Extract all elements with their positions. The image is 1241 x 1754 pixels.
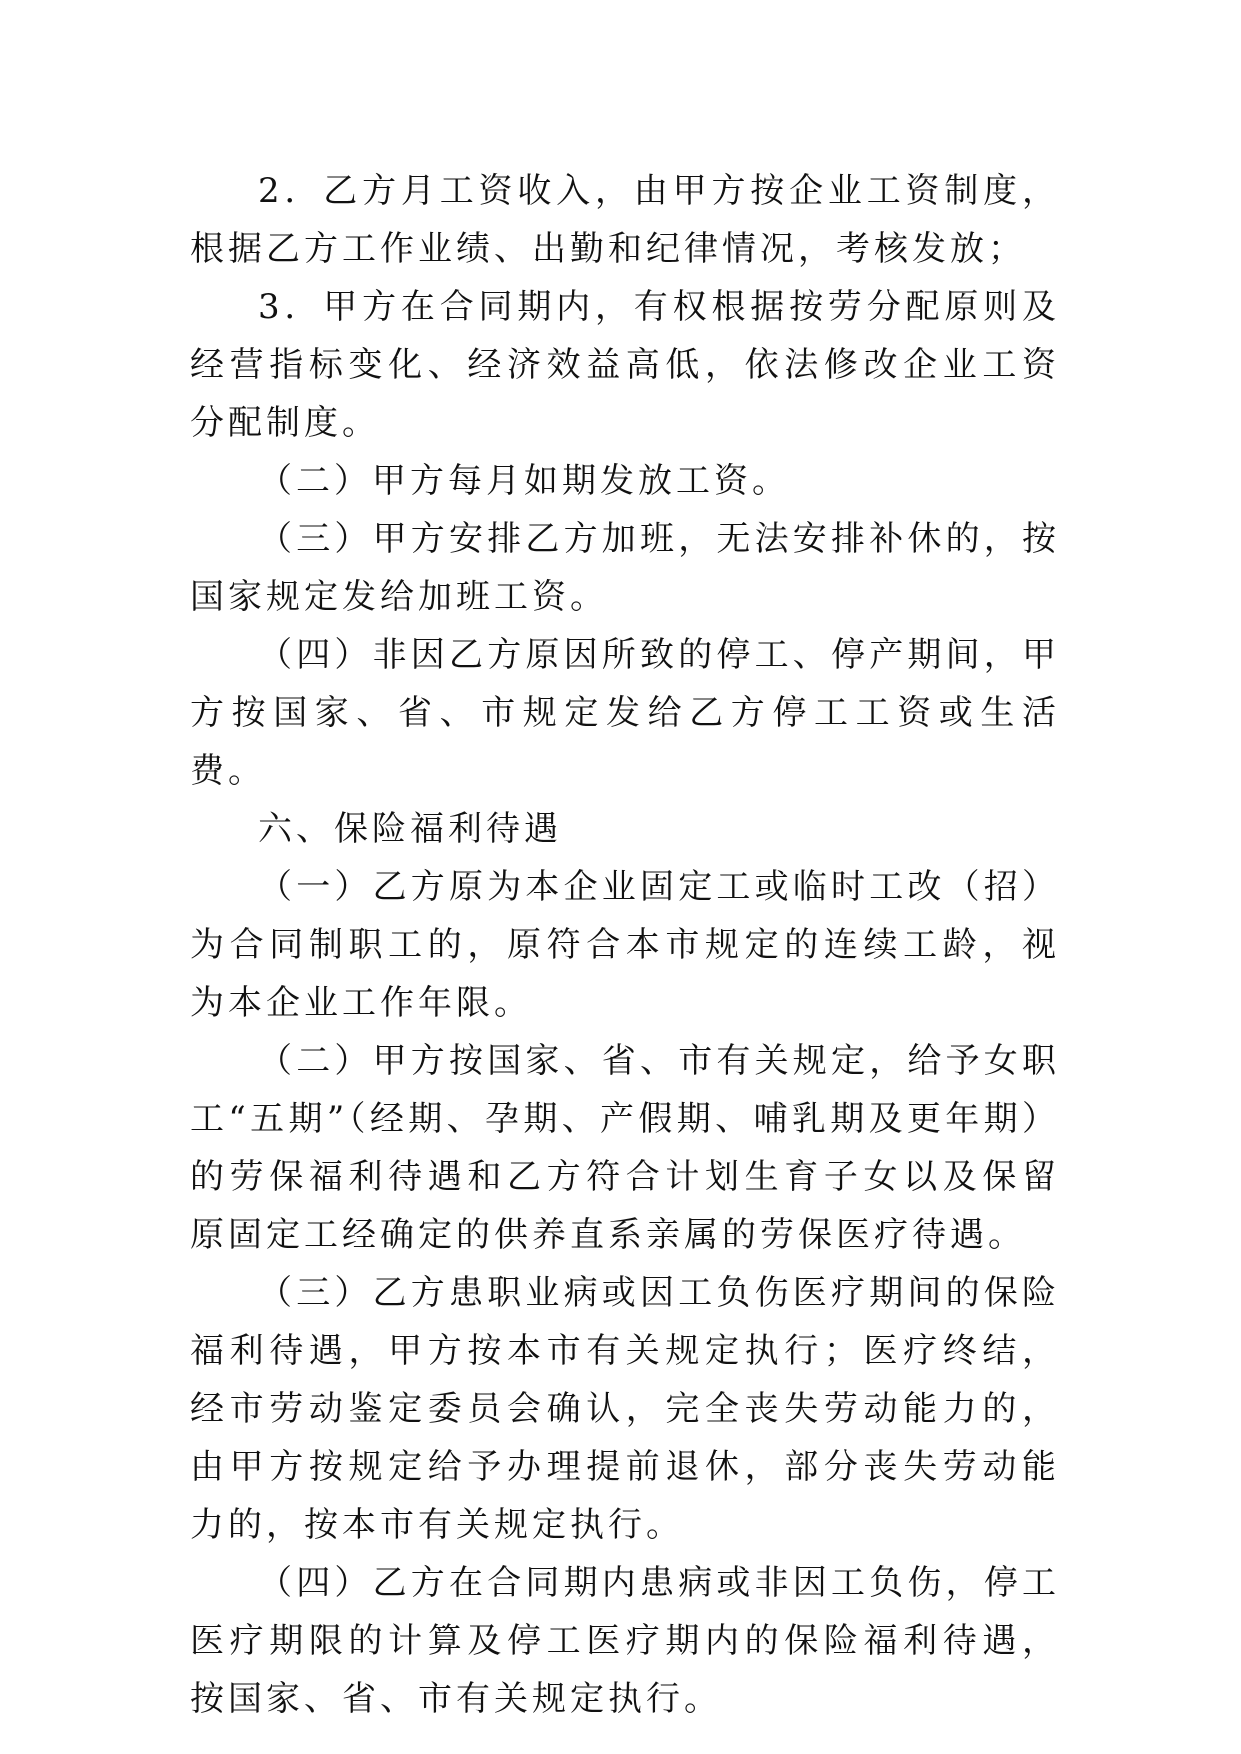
paragraph-occupational-injury: （三）乙方患职业病或因工负伤医疗期间的保险福利待遇，甲方按本市有关规定执行；医疗终结，经市劳动鉴定委员会确认，完全丧失劳动能力的，由甲方按规定给予办理提前退休，部分丧失劳动能力的，按本市有关规定执行。 <box>190 1273 1060 1545</box>
section-heading-insurance-welfare: 六、保险福利待遇 <box>258 809 562 849</box>
paragraph-seniority: （一）乙方原为本企业固定工或临时工改（招）为合同制职工的，原符合本市规定的连续工龄，视为本企业工作年限。 <box>190 867 1060 1023</box>
paragraph-wage-income: 2．乙方月工资收入，由甲方按企业工资制度，根据乙方工作业绩、出勤和纪律情况，考核发放； <box>190 171 1060 269</box>
paragraph-work-stoppage: （四）非因乙方原因所致的停工、停产期间，甲方按国家、省、市规定发给乙方停工工资或生活费。 <box>190 635 1060 791</box>
paragraph-female-worker-benefits: （二）甲方按国家、省、市有关规定，给予女职工“五期”（经期、孕期、产假期、哺乳期及更年期）的劳保福利待遇和乙方符合计划生育子女以及保留原固定工经确定的供养直系亲属的劳保医疗待遇。 <box>190 1041 1060 1255</box>
paragraph-wage-system-revision: 3．甲方在合同期内，有权根据按劳分配原则及经营指标变化、经济效益高低，依法修改企业工资分配制度。 <box>190 287 1060 443</box>
paragraph-overtime-pay: （三）甲方安排乙方加班，无法安排补休的，按国家规定发给加班工资。 <box>190 519 1060 617</box>
document-body <box>190 162 1060 1728</box>
paragraph-sick-leave: （四）乙方在合同期内患病或非因工负伤，停工医疗期限的计算及停工医疗期内的保险福利待遇，按国家、省、市有关规定执行。 <box>190 1563 1060 1719</box>
paragraph-monthly-payment: （二）甲方每月如期发放工资。 <box>258 461 790 501</box>
